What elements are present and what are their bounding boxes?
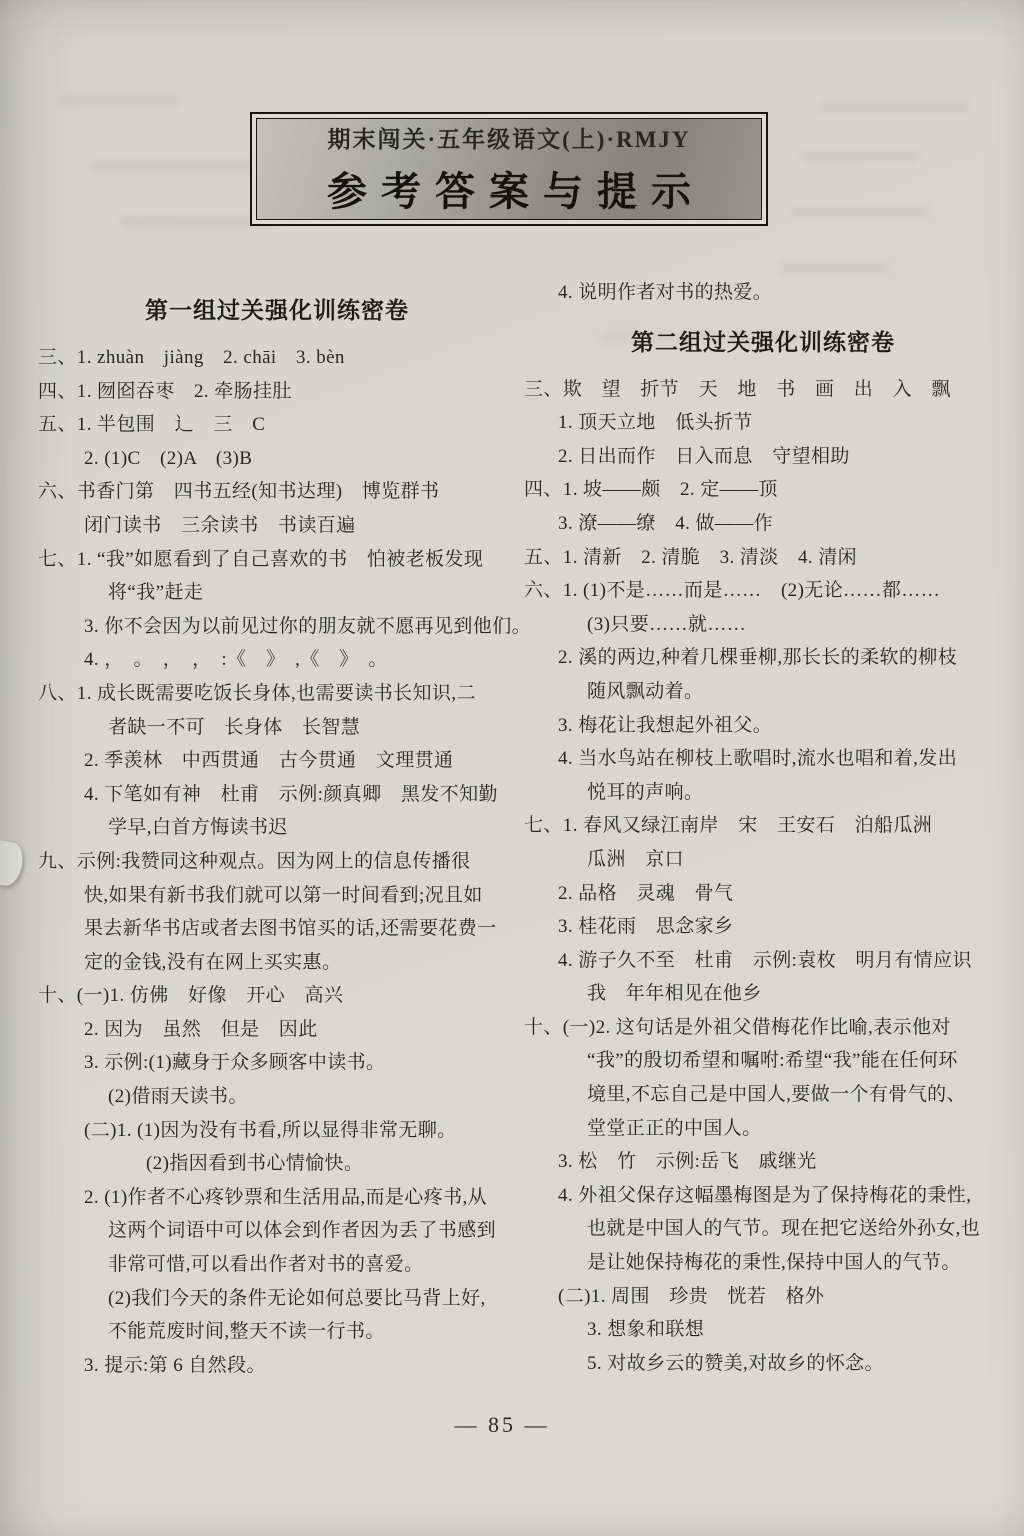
answer-line-text: 4. 当水鸟站在柳枝上歌唱时,流水也唱和着,发出 <box>558 748 958 770</box>
answer-line <box>38 744 516 778</box>
answer-line-text: (2)我们今天的条件无论如何总要比马背上好, <box>108 1287 486 1309</box>
answer-line-text: (二)1. (1)因为没有书看,所以显得非常无聊。 <box>84 1119 457 1141</box>
bleed-through-mark <box>790 205 930 218</box>
answer-line-text: 非常可惜,可以看出作者对书的喜爱。 <box>108 1254 424 1276</box>
answer-line-text: 闭门读书 三余读书 书读百遍 <box>84 514 356 536</box>
page-title: 参考答案与提示 <box>327 169 705 214</box>
book-series-title: 期末闯关·五年级语文(上)·RMJY <box>327 127 691 152</box>
answer-line <box>38 1046 516 1080</box>
answer-line <box>524 1179 1002 1213</box>
answer-line <box>524 1078 1002 1112</box>
answer-line-text: 2. 溪的两边,种着几棵垂柳,那长长的柔软的柳枝 <box>558 647 958 669</box>
answer-line-text: “我”的殷切希望和嘱咐:希望“我”能在任何环 <box>587 1050 958 1072</box>
bleed-through-mark <box>60 95 180 107</box>
answer-line-text: 堂堂正正的中国人。 <box>587 1117 762 1139</box>
answer-line <box>38 475 516 509</box>
answer-line <box>38 1349 516 1383</box>
answer-line-text: 也就是中国人的气节。现在把它送给外孙女,也 <box>587 1218 981 1240</box>
answer-line <box>38 912 516 946</box>
answer-line-text: 五、1. 清新 2. 清脆 3. 清淡 4. 清闲 <box>524 546 858 568</box>
answer-line <box>38 1315 516 1349</box>
answer-line-text: 2. 品格 灵魂 骨气 <box>558 882 734 904</box>
answer-line-text: 十、(一)1. 仿佛 好像 开心 高兴 <box>38 985 344 1007</box>
answer-line-text: 2. 季羡林 中西贯通 古今贯通 文理贯通 <box>84 750 454 772</box>
answer-line <box>524 809 1002 843</box>
answer-line <box>38 509 516 543</box>
answer-line-text: 七、1. 春风又绿江南岸 宋 王安石 泊船瓜洲 <box>524 815 933 837</box>
answer-line <box>38 442 516 476</box>
answer-line-text: 瓜洲 京口 <box>587 848 685 870</box>
answer-line-text: 3. 松 竹 示例:岳飞 戚继光 <box>558 1151 817 1173</box>
answer-line <box>524 709 1002 743</box>
answer-line <box>38 375 516 409</box>
answer-line-text: 4. 下笔如有神 杜甫 示例:颜真卿 黑发不知勤 <box>84 783 498 805</box>
answer-line <box>38 408 516 442</box>
answer-line <box>524 877 1002 911</box>
answer-line-text: 1. 顶天立地 低头折节 <box>558 412 753 434</box>
left-column <box>38 292 532 1382</box>
answer-lines-group2 <box>524 373 1002 1381</box>
answer-line <box>524 910 1002 944</box>
answer-line-text: 3. 梅花让我想起外祖父。 <box>558 714 773 736</box>
answer-line <box>38 1114 516 1148</box>
answer-line <box>524 1044 1002 1078</box>
answer-line <box>524 843 1002 877</box>
answer-line-text: 三、欺 望 折节 天 地 书 画 出 入 飘 <box>524 378 951 400</box>
answer-line-text: 三、1. zhuàn jiàng 2. chāi 3. bèn <box>38 347 345 368</box>
answer-line-text: (2)指因看到书心情愉快。 <box>146 1153 364 1175</box>
answer-line <box>524 1347 1002 1381</box>
bleed-through-mark <box>800 150 920 163</box>
answer-line-text: 2. 因为 虽然 但是 因此 <box>84 1018 318 1040</box>
answer-line <box>38 1013 516 1047</box>
answer-line-text: 六、1. (1)不是……而是…… (2)无论……都…… <box>524 580 941 602</box>
answer-line-text: 六、书香门第 四书五经(知书达理) 博览群书 <box>38 481 440 503</box>
answer-line <box>524 944 1002 978</box>
answer-line <box>524 1280 1002 1314</box>
answer-line <box>524 776 1002 810</box>
answer-line-text: (3)只要……就…… <box>587 613 747 635</box>
answer-line-text: 2. 日出而作 日入而息 守望相助 <box>558 445 850 467</box>
answer-line <box>38 879 516 913</box>
answer-line <box>38 1214 516 1248</box>
answer-line-text: 3. 提示:第 6 自然段。 <box>84 1354 266 1376</box>
page-tear-mark <box>0 840 25 887</box>
answer-key-header-inner <box>256 118 762 220</box>
answer-line <box>524 1313 1002 1347</box>
answer-line-text: 八、1. 成长既需要吃饭长身体,也需要读书长知识,二 <box>38 682 476 704</box>
answer-line <box>38 677 516 711</box>
answer-line <box>524 675 1002 709</box>
answer-line-text: 3. 想象和联想 <box>587 1319 705 1341</box>
answer-line <box>524 473 1002 507</box>
answer-line-text: 5. 对故乡云的赞美,对故乡的怀念。 <box>587 1352 884 1374</box>
answer-line-text: 快,如果有新书我们就可以第一时间看到;况且如 <box>84 884 483 906</box>
answer-line <box>38 1282 516 1316</box>
answer-line-text: 3. 桂花雨 思念家乡 <box>558 916 734 938</box>
answer-line-text: 四、1. 囫囵吞枣 2. 牵肠挂肚 <box>38 380 292 402</box>
answer-line-text: 定的金钱,没有在网上买实惠。 <box>84 951 342 973</box>
answer-line <box>524 1145 1002 1179</box>
answer-line-text: 我 年年相见在他乡 <box>587 983 762 1005</box>
answer-line <box>38 1147 516 1181</box>
bleed-through-mark <box>780 262 890 275</box>
bleed-through-mark <box>820 100 970 114</box>
answer-line-text: 者缺一不可 长身体 长智慧 <box>108 716 361 738</box>
answer-line <box>38 543 516 577</box>
answer-line <box>524 574 1002 608</box>
answer-line <box>38 1181 516 1215</box>
right-column <box>524 276 1002 1380</box>
answer-line <box>524 406 1002 440</box>
answer-line <box>524 1011 1002 1045</box>
answer-line <box>524 1246 1002 1280</box>
answer-line <box>38 811 516 845</box>
answer-line-text: (2)借雨天读书。 <box>108 1086 248 1108</box>
answer-line <box>38 643 516 677</box>
answer-line <box>38 1248 516 1282</box>
answer-line <box>524 977 1002 1011</box>
answer-line <box>524 1212 1002 1246</box>
answer-line-text: 境里,不忘自己是中国人,要做一个有骨气的、 <box>587 1084 966 1106</box>
answer-line-text: 4. ， 。 ， ， :《 》 ,《 》 。 <box>84 649 388 671</box>
answer-line-text: 3. 潦——缭 4. 做——作 <box>558 512 774 534</box>
answer-line-text: 3. 示例:(1)藏身于众多顾客中读书。 <box>84 1052 386 1074</box>
answer-line-text: 果去新华书店或者去图书馆买的话,还需要花费一 <box>84 918 497 940</box>
answer-lines-group1 <box>38 341 532 1382</box>
answer-line <box>524 276 1002 310</box>
answer-line <box>38 845 516 879</box>
section-title-group1: 第一组过关强化训练密卷 <box>145 298 409 323</box>
answer-line <box>524 541 1002 575</box>
answer-line <box>38 576 516 610</box>
answer-line-text: 四、1. 坡——颇 2. 定——顶 <box>524 479 778 501</box>
answer-line <box>524 1112 1002 1146</box>
answer-line <box>38 979 516 1013</box>
answer-line-text: 将“我”赶走 <box>108 582 204 604</box>
answer-line-text: 学早,白首方悔读书迟 <box>108 817 288 839</box>
answer-line-text: 3. 你不会因为以前见过你的朋友就不愿再见到他们。 <box>84 615 532 637</box>
answer-line-text: 4. 外祖父保存这幅墨梅图是为了保持梅花的秉性, <box>558 1184 972 1206</box>
answer-line <box>524 440 1002 474</box>
answer-line-text: (二)1. 周围 珍贵 恍若 格外 <box>558 1285 825 1307</box>
answer-line <box>524 608 1002 642</box>
answer-line-text: 十、(一)2. 这句话是外祖父借梅花作比喻,表示他对 <box>524 1016 951 1038</box>
answer-line-text: 悦耳的声响。 <box>587 781 704 803</box>
answer-key-header-plate <box>250 112 768 226</box>
answer-line-text: 五、1. 半包围 辶 三 C <box>38 414 266 436</box>
answer-line <box>38 341 516 375</box>
answer-lines-group1-tail <box>524 276 1002 310</box>
section-title-group2: 第二组过关强化训练密卷 <box>631 329 895 355</box>
answer-line <box>524 373 1002 407</box>
answer-line <box>38 946 516 980</box>
answer-line-text: 是让她保持梅花的秉性,保持中国人的气节。 <box>587 1252 961 1274</box>
answer-line <box>38 778 516 812</box>
answer-line <box>524 641 1002 675</box>
answer-line-text: 七、1. “我”如愿看到了自己喜欢的书 怕被老板发现 <box>38 548 484 570</box>
answer-line-text: 2. (1)作者不心疼钞票和生活用品,而是心疼书,从 <box>84 1186 488 1208</box>
answer-line-text: 这两个词语中可以体会到作者因为丢了书感到 <box>108 1220 497 1242</box>
answer-line <box>38 610 532 644</box>
answer-line-text: 不能荒废时间,整天不读一行书。 <box>108 1321 385 1343</box>
answer-line-text: 九、示例:我赞同这种观点。因为网上的信息传播很 <box>38 850 471 872</box>
answer-line-text: 随风飘动着。 <box>587 680 704 702</box>
answer-line <box>524 507 1002 541</box>
page-number: — 85 — <box>454 1412 550 1437</box>
answer-line <box>38 1080 516 1114</box>
answer-line <box>524 742 1002 776</box>
answer-line-text: 2. (1)C (2)A (3)B <box>84 447 253 469</box>
answer-line-text: 4. 说明作者对书的热爱。 <box>558 282 773 303</box>
answer-line <box>38 711 516 745</box>
answer-line-text: 4. 游子久不至 杜甫 示例:袁枚 明月有情应识 <box>558 949 972 971</box>
